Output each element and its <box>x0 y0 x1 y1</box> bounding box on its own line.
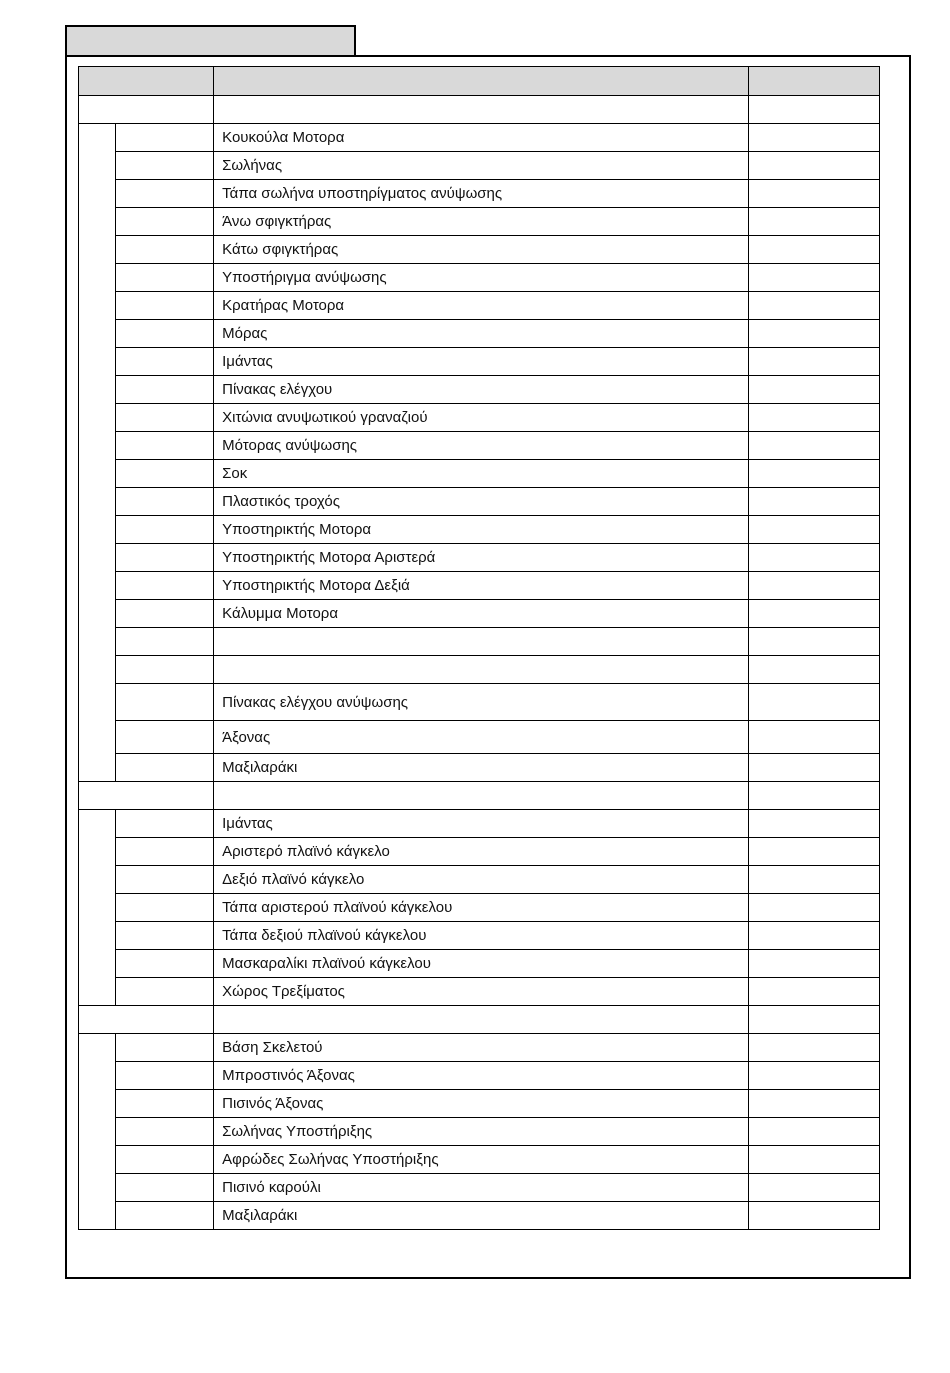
part-quantity-cell <box>748 628 879 656</box>
table-row <box>79 1174 880 1202</box>
part-description-cell: Πίνακας ελέγχου <box>214 376 749 404</box>
part-description-cell: Αφρώδες Σωλήνας Υποστήριξης <box>214 1146 749 1174</box>
part-code-cell <box>116 124 214 152</box>
part-code-cell <box>116 950 214 978</box>
table-row <box>79 404 880 432</box>
part-quantity-cell <box>748 754 879 782</box>
part-description-cell: Σωλήνας Υποστήριξης <box>214 1118 749 1146</box>
part-quantity-cell <box>748 1062 879 1090</box>
part-description-cell: Κάτω σφιγκτήρας <box>214 236 749 264</box>
part-description-cell: Μαξιλαράκι <box>214 1202 749 1230</box>
part-quantity-cell <box>748 600 879 628</box>
table-header-row <box>79 67 880 96</box>
part-quantity-cell <box>748 320 879 348</box>
part-description-cell: Άξονας <box>214 721 749 754</box>
part-code-cell <box>116 516 214 544</box>
table-row <box>79 208 880 236</box>
part-code-cell <box>116 1118 214 1146</box>
part-description-cell: Υποστηρικτής Μοτορα Αριστερά <box>214 544 749 572</box>
part-quantity-cell <box>748 1202 879 1230</box>
table-row <box>79 1146 880 1174</box>
part-code-cell <box>116 656 214 684</box>
part-quantity-cell <box>748 264 879 292</box>
section-header-row <box>79 96 880 124</box>
part-quantity-cell <box>748 152 879 180</box>
part-quantity-cell <box>748 376 879 404</box>
section-title-cell <box>214 782 749 810</box>
table-row <box>79 628 880 656</box>
part-description-cell: Χώρος Τρεξίματος <box>214 978 749 1006</box>
part-quantity-cell <box>748 404 879 432</box>
parts-table <box>78 66 880 1230</box>
part-description-cell: Δεξιό πλαϊνό κάγκελο <box>214 866 749 894</box>
table-row <box>79 432 880 460</box>
part-code-cell <box>116 1062 214 1090</box>
table-row <box>79 1090 880 1118</box>
part-quantity-cell <box>748 810 879 838</box>
table-row <box>79 180 880 208</box>
part-description-cell: Υποστήριγμα ανύψωσης <box>214 264 749 292</box>
part-code-cell <box>116 208 214 236</box>
part-quantity-cell <box>748 180 879 208</box>
section-qty-cell <box>748 96 879 124</box>
header-cell-quantity <box>748 67 879 96</box>
table-row <box>79 922 880 950</box>
table-row <box>79 721 880 754</box>
part-quantity-cell <box>748 1146 879 1174</box>
part-description-cell: Άνω σφιγκτήρας <box>214 208 749 236</box>
part-code-cell <box>116 628 214 656</box>
table-row <box>79 348 880 376</box>
part-code-cell <box>116 180 214 208</box>
part-description-cell: Σοκ <box>214 460 749 488</box>
part-description-cell: Κάλυμμα Μοτορα <box>214 600 749 628</box>
table-row <box>79 754 880 782</box>
part-quantity-cell <box>748 894 879 922</box>
section-number-cell <box>79 96 214 124</box>
header-cell-description <box>214 67 749 96</box>
part-code-cell <box>116 544 214 572</box>
part-quantity-cell <box>748 544 879 572</box>
table-row <box>79 1118 880 1146</box>
table-row <box>79 264 880 292</box>
part-description-cell: Χιτώνια ανυψωτικού γραναζιού <box>214 404 749 432</box>
part-quantity-cell <box>748 866 879 894</box>
part-description-cell <box>214 656 749 684</box>
part-quantity-cell <box>748 432 879 460</box>
table-row <box>79 600 880 628</box>
table-row <box>79 978 880 1006</box>
part-code-cell <box>116 1174 214 1202</box>
section-indent-cell <box>79 810 116 1006</box>
part-description-cell <box>214 628 749 656</box>
part-code-cell <box>116 488 214 516</box>
part-code-cell <box>116 572 214 600</box>
section-indent-cell <box>79 124 116 782</box>
part-description-cell: Μασκαραλίκι πλαϊνού κάγκελου <box>214 950 749 978</box>
part-quantity-cell <box>748 348 879 376</box>
table-row <box>79 152 880 180</box>
table-row <box>79 1034 880 1062</box>
part-quantity-cell <box>748 292 879 320</box>
part-description-cell: Πισινό καρούλι <box>214 1174 749 1202</box>
part-quantity-cell <box>748 684 879 721</box>
section-qty-cell <box>748 1006 879 1034</box>
part-quantity-cell <box>748 488 879 516</box>
part-code-cell <box>116 292 214 320</box>
part-code-cell <box>116 404 214 432</box>
part-description-cell: Τάπα σωλήνα υποστηρίγματος ανύψωσης <box>214 180 749 208</box>
part-code-cell <box>116 376 214 404</box>
table-row <box>79 292 880 320</box>
part-description-cell: Μότορας ανύψωσης <box>214 432 749 460</box>
table-row <box>79 488 880 516</box>
part-description-cell: Μαξιλαράκι <box>214 754 749 782</box>
part-description-cell: Τάπα δεξιού πλαϊνού κάγκελου <box>214 922 749 950</box>
part-code-cell <box>116 978 214 1006</box>
table-row <box>79 838 880 866</box>
part-code-cell <box>116 320 214 348</box>
table-row <box>79 866 880 894</box>
part-quantity-cell <box>748 572 879 600</box>
part-description-cell: Ιμάντας <box>214 810 749 838</box>
part-description-cell: Μόρας <box>214 320 749 348</box>
part-description-cell: Ιμάντας <box>214 348 749 376</box>
part-code-cell <box>116 810 214 838</box>
section-indent-cell <box>79 1034 116 1230</box>
part-quantity-cell <box>748 1034 879 1062</box>
part-quantity-cell <box>748 1174 879 1202</box>
header-tab-box <box>65 25 356 57</box>
part-code-cell <box>116 922 214 950</box>
part-code-cell <box>116 684 214 721</box>
section-qty-cell <box>748 782 879 810</box>
part-description-cell: Μπροστινός Άξονας <box>214 1062 749 1090</box>
part-quantity-cell <box>748 922 879 950</box>
part-quantity-cell <box>748 721 879 754</box>
table-row <box>79 320 880 348</box>
table-row <box>79 1062 880 1090</box>
part-description-cell: Αριστερό πλαϊνό κάγκελο <box>214 838 749 866</box>
part-quantity-cell <box>748 950 879 978</box>
section-number-cell <box>79 782 214 810</box>
section-header-row <box>79 1006 880 1034</box>
table-row <box>79 516 880 544</box>
part-code-cell <box>116 152 214 180</box>
part-quantity-cell <box>748 656 879 684</box>
part-quantity-cell <box>748 1090 879 1118</box>
part-description-cell: Πισινός Άξονας <box>214 1090 749 1118</box>
part-quantity-cell <box>748 124 879 152</box>
part-code-cell <box>116 432 214 460</box>
part-description-cell: Τάπα αριστερού πλαϊνού κάγκελου <box>214 894 749 922</box>
part-code-cell <box>116 1034 214 1062</box>
part-quantity-cell <box>748 978 879 1006</box>
section-title-cell <box>214 96 749 124</box>
part-code-cell <box>116 1202 214 1230</box>
part-description-cell: Υποστηρικτής Μοτορα <box>214 516 749 544</box>
part-description-cell: Σωλήνας <box>214 152 749 180</box>
part-code-cell <box>116 460 214 488</box>
part-description-cell: Πλαστικός τροχός <box>214 488 749 516</box>
table-row <box>79 810 880 838</box>
part-quantity-cell <box>748 838 879 866</box>
table-row <box>79 544 880 572</box>
part-description-cell: Κουκούλα Μοτορα <box>214 124 749 152</box>
table-row <box>79 684 880 721</box>
table-row <box>79 460 880 488</box>
part-code-cell <box>116 838 214 866</box>
table-row <box>79 376 880 404</box>
part-code-cell <box>116 264 214 292</box>
part-description-cell: Υποστηρικτής Μοτορα Δεξιά <box>214 572 749 600</box>
part-code-cell <box>116 348 214 376</box>
table-row <box>79 894 880 922</box>
part-code-cell <box>116 866 214 894</box>
section-number-cell <box>79 1006 214 1034</box>
part-quantity-cell <box>748 516 879 544</box>
part-quantity-cell <box>748 460 879 488</box>
part-description-cell: Βάση Σκελετού <box>214 1034 749 1062</box>
part-code-cell <box>116 600 214 628</box>
part-code-cell <box>116 1090 214 1118</box>
table-row <box>79 124 880 152</box>
section-header-row <box>79 782 880 810</box>
table-row <box>79 236 880 264</box>
table-row <box>79 656 880 684</box>
part-quantity-cell <box>748 236 879 264</box>
section-title-cell <box>214 1006 749 1034</box>
part-description-cell: Πίνακας ελέγχου ανύψωσης <box>214 684 749 721</box>
part-quantity-cell <box>748 208 879 236</box>
part-code-cell <box>116 754 214 782</box>
part-quantity-cell <box>748 1118 879 1146</box>
part-code-cell <box>116 1146 214 1174</box>
part-code-cell <box>116 721 214 754</box>
part-code-cell <box>116 894 214 922</box>
part-code-cell <box>116 236 214 264</box>
part-description-cell: Κρατήρας Μοτορα <box>214 292 749 320</box>
table-row <box>79 1202 880 1230</box>
table-row <box>79 950 880 978</box>
header-cell-number <box>79 67 214 96</box>
table-row <box>79 572 880 600</box>
